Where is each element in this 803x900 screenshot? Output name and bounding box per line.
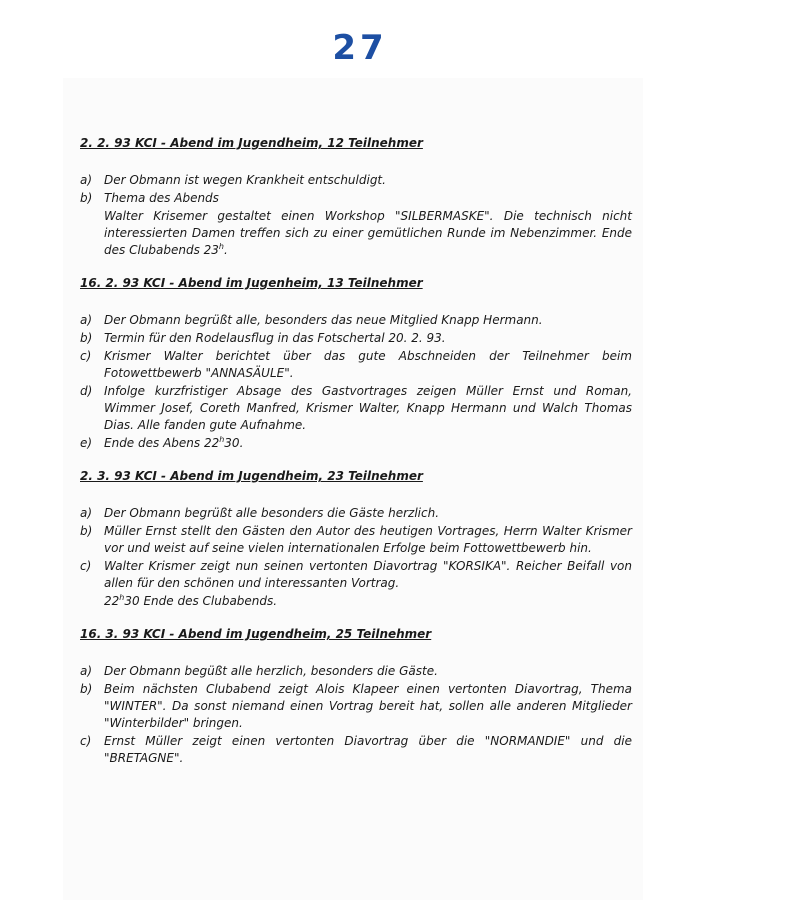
list-item: [80, 330, 632, 347]
item-text: Der Obmann ist wegen Krankheit entschuldigt.: [104, 173, 386, 187]
item-text: Thema des Abends: [104, 191, 219, 205]
list-item: [80, 348, 632, 382]
item-label: b): [80, 191, 93, 205]
item-label: b): [80, 682, 93, 696]
section-heading: 16. 2. 93 KCI - Abend im Jugenheim, 13 Teilnehmer: [80, 276, 423, 290]
item-text: Termin für den Rodelausflug in das Fotschertal 20. 2. 93.: [104, 331, 446, 345]
item-text: Der Obmann begrüßt alle besonders die Gäste herzlich.: [104, 506, 440, 520]
item-text: Walter Krismer zeigt nun seinen vertonten Diavortrag "KORSIKA". Reicher Beifall von allen für den schönen und interessanten Vortrag.: [104, 559, 632, 590]
list-item: [80, 663, 632, 680]
item-label: c): [80, 734, 92, 748]
item-label: a): [80, 664, 93, 678]
item-text: Müller Ernst stellt den Gästen den Autor des heutigen Vortrages, Herrn Walter Krismer vor und weist auf seine vielen internationalen Erfolge beim Fottowettbewerb hin.: [104, 524, 632, 555]
list-item: [80, 733, 632, 767]
item-label: b): [80, 331, 93, 345]
meeting-section: [80, 135, 632, 259]
list-item: [80, 312, 632, 329]
list-item: [80, 435, 632, 452]
item-label: d): [80, 384, 93, 398]
item-label: a): [80, 173, 93, 187]
item-label: e): [80, 436, 93, 450]
section-heading: 2. 3. 93 KCI - Abend im Jugendheim, 23 Teilnehmer: [80, 469, 423, 483]
item-label: a): [80, 506, 93, 520]
item-text: Infolge kurzfristiger Absage des Gastvortrages zeigen Müller Ernst und Roman, Wimmer Josef, Coreth Manfred, Krismer Walter, Knapp Hermann und Walch Thomas Dias. Alle fanden gute Aufnahme.: [104, 384, 632, 432]
item-label: b): [80, 524, 93, 538]
item-text: Ende des Abens 22$^h$30.: [104, 435, 244, 450]
item-text: Ernst Müller zeigt einen vertonten Diavortrag über die "NORMANDIE" und die "BRETAGNE".: [104, 734, 632, 765]
item-text: Der Obmann begrüßt alle, besonders das neue Mitglied Knapp Hermann.: [104, 313, 543, 327]
section-heading: 16. 3. 93 KCI - Abend im Jugendheim, 25 Teilnehmer: [80, 627, 432, 641]
item-continuation: Walter Krisemer gestaltet einen Workshop "SILBERMASKE". Die technisch nicht interessierten Damen treffen sich zu einer gemütlichen Runde im Nebenzimmer. Ende des Clubabends 23$^h$.: [104, 209, 632, 257]
meeting-section: [80, 275, 632, 452]
list-item: [80, 681, 632, 732]
item-text: Krismer Walter berichtet über das gute Abschneiden der Teilnehmer beim Fotowettbewerb "ANNASÄULE".: [104, 349, 632, 380]
list-item: [80, 505, 632, 522]
item-continuation: 22$^h$30 Ende des Clubabends.: [104, 593, 278, 608]
item-text: Der Obmann begüßt alle herzlich, besonders die Gäste.: [104, 664, 438, 678]
page-number: 27: [332, 28, 388, 68]
item-label: c): [80, 559, 92, 573]
minutes-content: [80, 135, 632, 783]
list-item: [80, 172, 632, 189]
item-text: Beim nächsten Clubabend zeigt Alois Klapeer einen vertonten Diavortrag, Thema "WINTER". Da sonst niemand einen Vortrag bereit hat, sollen alle anderen Mitglieder "Winterbilder" bringen.: [104, 682, 632, 730]
item-label: c): [80, 349, 92, 363]
meeting-section: [80, 626, 632, 767]
item-label: a): [80, 313, 93, 327]
list-item: [80, 383, 632, 434]
section-heading: 2. 2. 93 KCI - Abend im Jugendheim, 12 Teilnehmer: [80, 136, 423, 150]
list-item: [80, 523, 632, 557]
meeting-section: [80, 468, 632, 610]
list-item: [80, 190, 632, 207]
list-item: [80, 558, 632, 592]
